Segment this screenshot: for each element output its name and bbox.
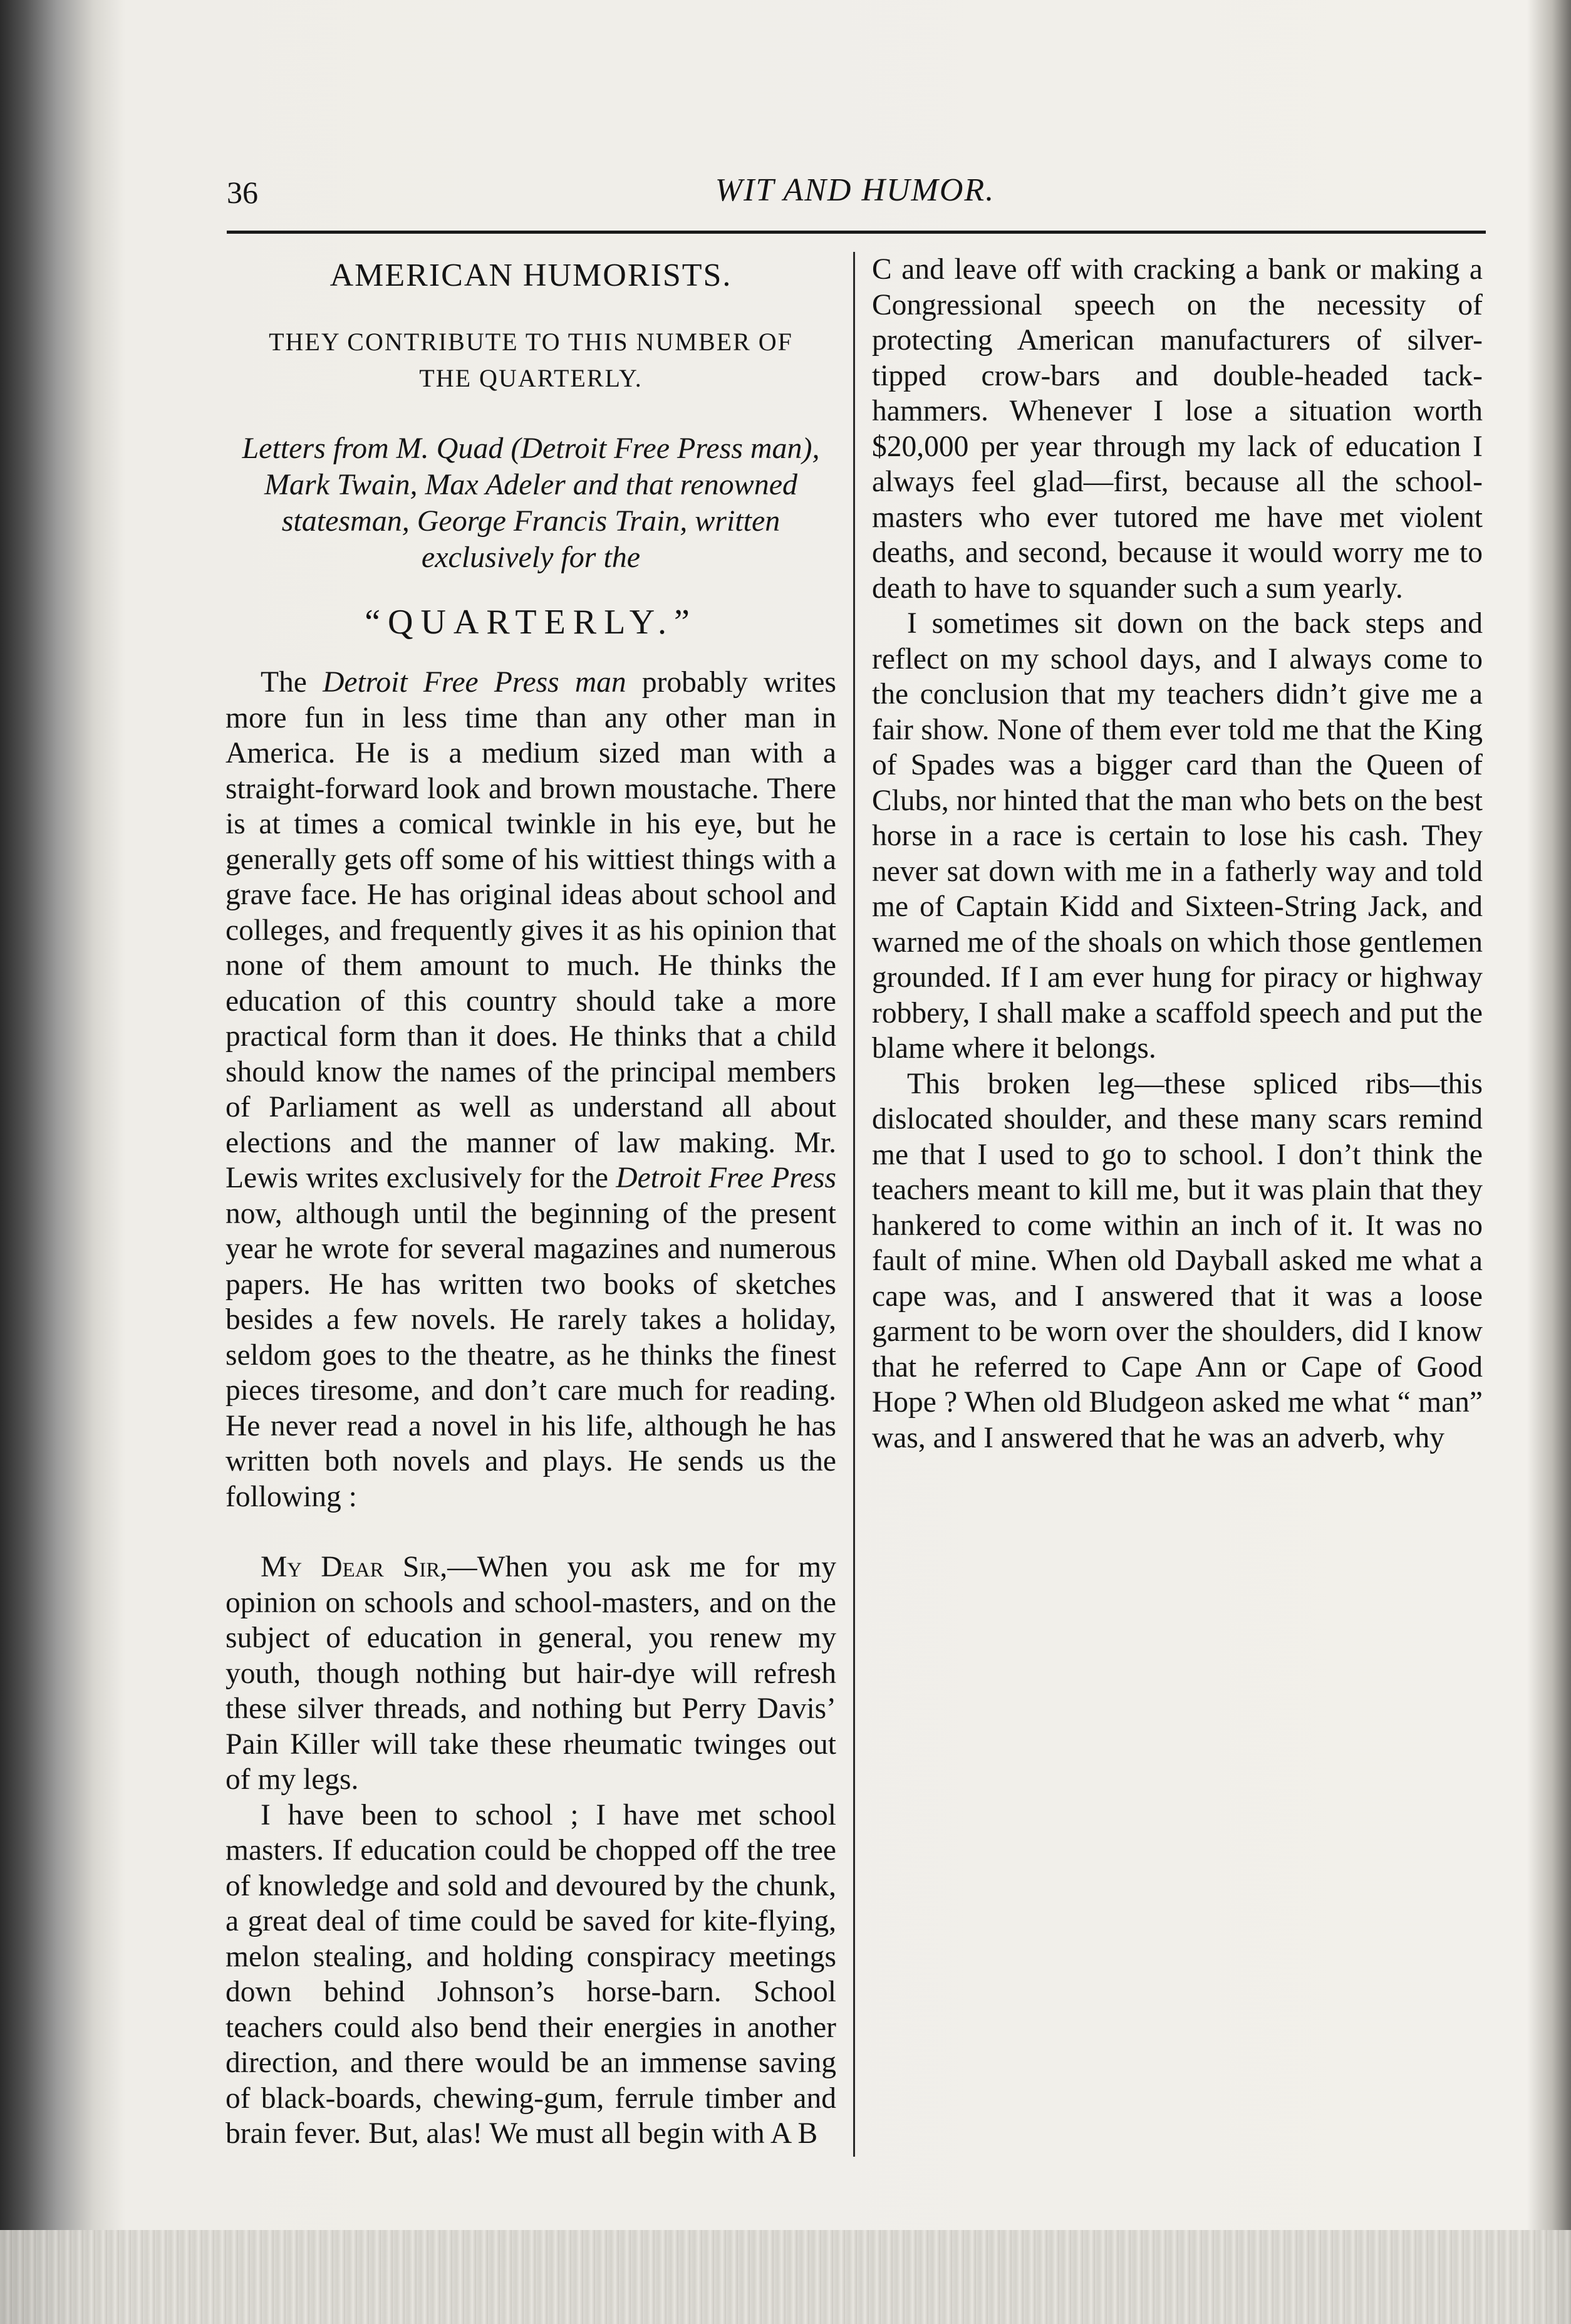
header-rule xyxy=(227,231,1486,234)
article-title: AMERICAN HUMORISTS. xyxy=(329,258,732,293)
letter-paragraph: This broken leg—these spliced ribs—this dislocated shoulder, and these many scars remind me that I used to go to school. I don’t think the teachers meant to kill me, but it was plain that they hankered to come within an inch of it. It was no fault of mine. When old Dayball asked me what a cape was, and I answered that it was a loose garment to be worn over the shoulders, did I know that he referred to Cape Ann or Cape of Good Hope ? When old Bludgeon asked me what “ man” was, and I answered that he was an adverb, why xyxy=(872,1067,1483,1454)
letter-paragraph-continued: I have been to school ; I have met school masters. If education could be chopped off the tree of knowledge and sold and devoured by the chunk, a great deal of time could be saved for kite-flying, melon stealing, and holding conspiracy meetings down behind Johnson’s horse-barn. School teachers could also bend their energies in another direction, and there would be an immense saving of black-boards, chewing-gum, ferrule timber and brain fever. But, alas! We must all begin with A B xyxy=(226,1798,836,2150)
text-run: probably writes more fun in less time than any other man in America. He is a medium sized man with a straight-forward look and brown moustache. There is at times a comical twinkle in his eye, but he generally gets off some of his wittiest things with a grave face. He has original ideas about school and colleges, and frequently gives it as his opinion that none of them amount to much. He thinks the education of this country should take a more practical form than it does. He thinks that a child should know the names of the principal members of Parliament as well as understand all about elections and the manner of law making. Mr. Lewis writes exclusively for the xyxy=(226,666,836,1194)
letter-salutation: My Dear Sir, xyxy=(261,1551,448,1583)
article-intro: Letters from M. Quad (Detroit Free Press man), Mark Twain, Max Adeler and that renowned statesman, George Francis Train, written exclusively for the xyxy=(242,431,820,574)
right-column xyxy=(872,252,1483,2157)
letter-paragraph-overflow: C and leave off with cracking a bank or making a Congressional speech on the necessity of protecting American manufacturers of silver-tipped crow-bars and double-headed tack-hammers. Whenever I lose a situation worth $20,000 per year through my lack of education I always feel glad—first, because all the school-masters who ever tutored me have met violent deaths, and second, because it would worry me to death to have to squander such a sum yearly. xyxy=(872,253,1483,605)
publication-name: “QUARTERLY.” xyxy=(365,602,697,642)
italic-run: Detroit Free Press man xyxy=(323,666,626,699)
scan-noise-strip xyxy=(0,2230,1571,2324)
text-run: —When you ask me for my opinion on schools and school-masters, and on the subject of education in general, you renew my youth, though nothing but hair-dye will refresh these silver threads, and nothing but Perry Davis’ Pain Killer will take these rheumatic twinges out of my legs. xyxy=(226,1551,836,1796)
italic-run: Detroit Free Press xyxy=(616,1162,836,1194)
article-subtitle: THEY CONTRIBUTE TO THIS NUMBER OF THE QUARTERLY. xyxy=(269,327,793,392)
letter-paragraph: I sometimes sit down on the back steps and reflect on my school days, and I always come to the conclusion that my teachers didn’t give me a fair show. None of them ever told me that the King of Spades was a bigger card than the Queen of Clubs, nor hinted that the man who bets on the best horse in a race is certain to lose his cash. They never sat down with me in a fatherly way and told me of Captain Kidd and Sixteen-String Jack, and warned me of the shoals on which those gentlemen grounded. If I am ever hung for piracy or highway robbery, I shall make a scaffold speech and put the blame where it belongs. xyxy=(872,607,1483,1065)
running-head xyxy=(219,169,1491,219)
page-number: 36 xyxy=(227,175,258,210)
text-run: The xyxy=(261,666,323,699)
running-title: WIT AND HUMOR. xyxy=(715,172,995,208)
column-rule xyxy=(853,252,855,2157)
letter-paragraph xyxy=(226,1550,836,1798)
text-run: now, although until the beginning of the present year he wrote for several magazines and numerous papers. He has written two books of sketches besides a few novels. He rarely takes a holiday, seldom goes to the theatre, as he thinks the finest pieces tiresome, and don’t care much for reading. He never read a novel in his life, although he has written both novels and plays. He sends us the following : xyxy=(226,1197,836,1513)
left-column xyxy=(226,252,836,2157)
body-paragraph xyxy=(226,665,836,1514)
page-edge-shadow xyxy=(1527,0,1571,2324)
